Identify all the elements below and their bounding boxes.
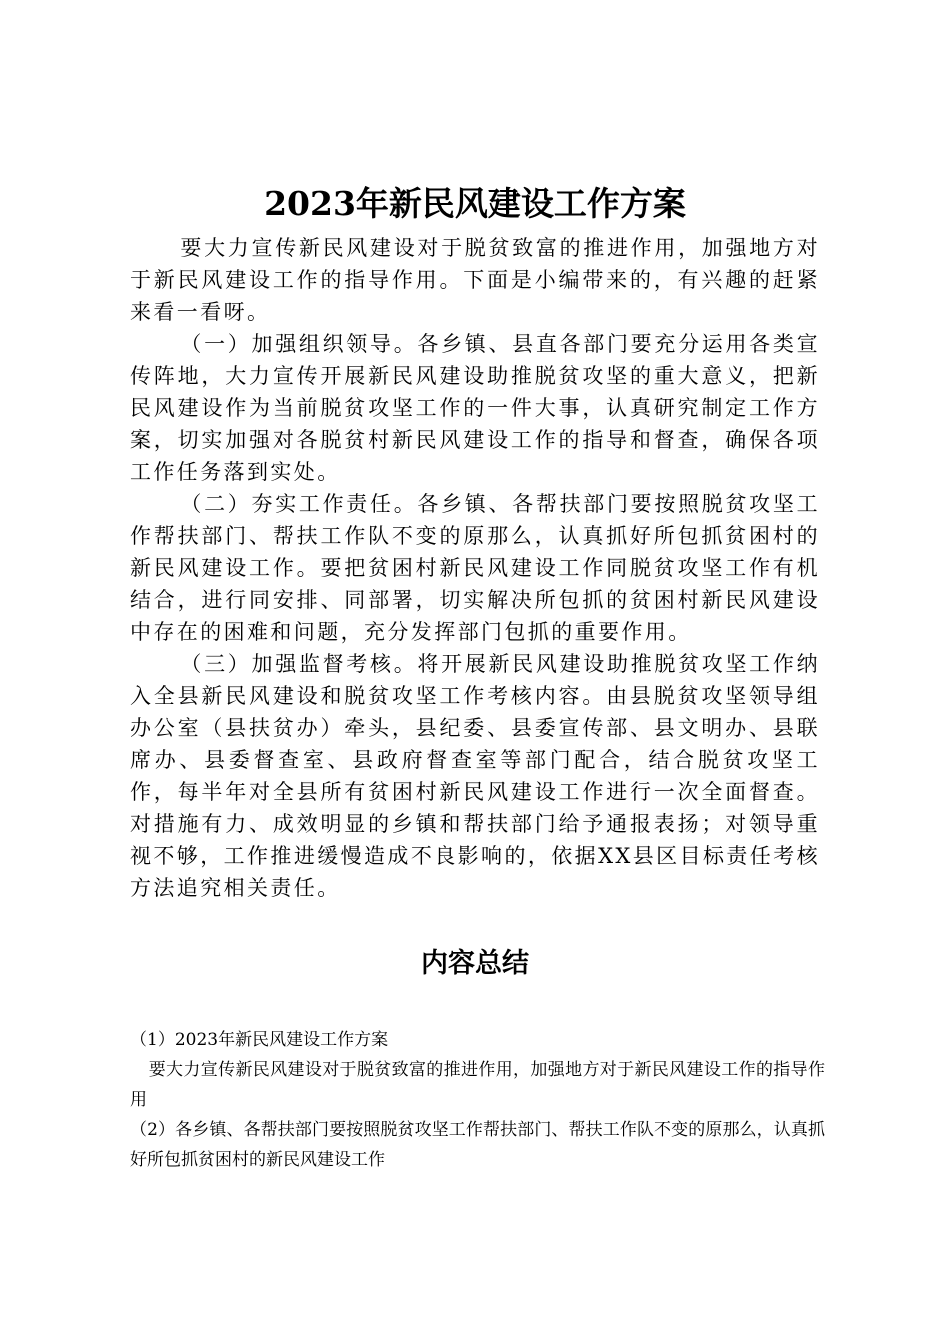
summary-item-2: （2）各乡镇、各帮扶部门要按照脱贫攻坚工作帮扶部门、帮扶工作队不变的原那么，认真抓好所包抓贫困村的新民风建设工作 [130, 1120, 825, 1170]
summary-item-1: （1）2023年新民风建设工作方案 [130, 1030, 389, 1050]
summary-heading: 内容总结 [421, 948, 529, 979]
document-body [130, 232, 820, 904]
summary-section [130, 1025, 825, 1175]
paragraph-intro: 要大力宣传新民风建设对于脱贫致富的推进作用，加强地方对于新民风建设工作的指导作用。下面是小编带来的，有兴趣的赶紧来看一看呀。 [130, 236, 820, 324]
document-title: 2023年新民风建设工作方案 [264, 184, 686, 223]
paragraph-section-1: （一）加强组织领导。各乡镇、县直各部门要充分运用各类宣传阵地，大力宣传开展新民风建设助推脱贫攻坚的重大意义，把新民风建设作为当前脱贫攻坚工作的一件大事，认真研究制定工作方案，切实加强对各脱贫村新民风建设工作的指导和督查，确保各项工作任务落到实处。 [130, 332, 820, 484]
paragraph-section-3: （三）加强监督考核。将开展新民风建设助推脱贫攻坚工作纳入全县新民风建设和脱贫攻坚工作考核内容。由县脱贫攻坚领导组办公室（县扶贫办）牵头，县纪委、县委宣传部、县文明办、县联席办、县委督查室、县政府督查室等部门配合，结合脱贫攻坚工作，每半年对全县所有贫困村新民风建设工作进行一次全面督查。对措施有力、成效明显的乡镇和帮扶部门给予通报表扬；对领导重视不够，工作推进缓慢造成不良影响的，依据XX县区目标责任考核方法追究相关责任。 [130, 652, 820, 900]
summary-item-1-detail: 要大力宣传新民风建设对于脱贫致富的推进作用，加强地方对于新民风建设工作的指导作用 [130, 1060, 825, 1110]
paragraph-section-2: （二）夯实工作责任。各乡镇、各帮扶部门要按照脱贫攻坚工作帮扶部门、帮扶工作队不变的原那么，认真抓好所包抓贫困村的新民风建设工作。要把贫困村新民风建设工作同脱贫攻坚工作有机结合，进行同安排、同部署，切实解决所包抓的贫困村新民风建设中存在的困难和问题，充分发挥部门包抓的重要作用。 [130, 492, 820, 644]
